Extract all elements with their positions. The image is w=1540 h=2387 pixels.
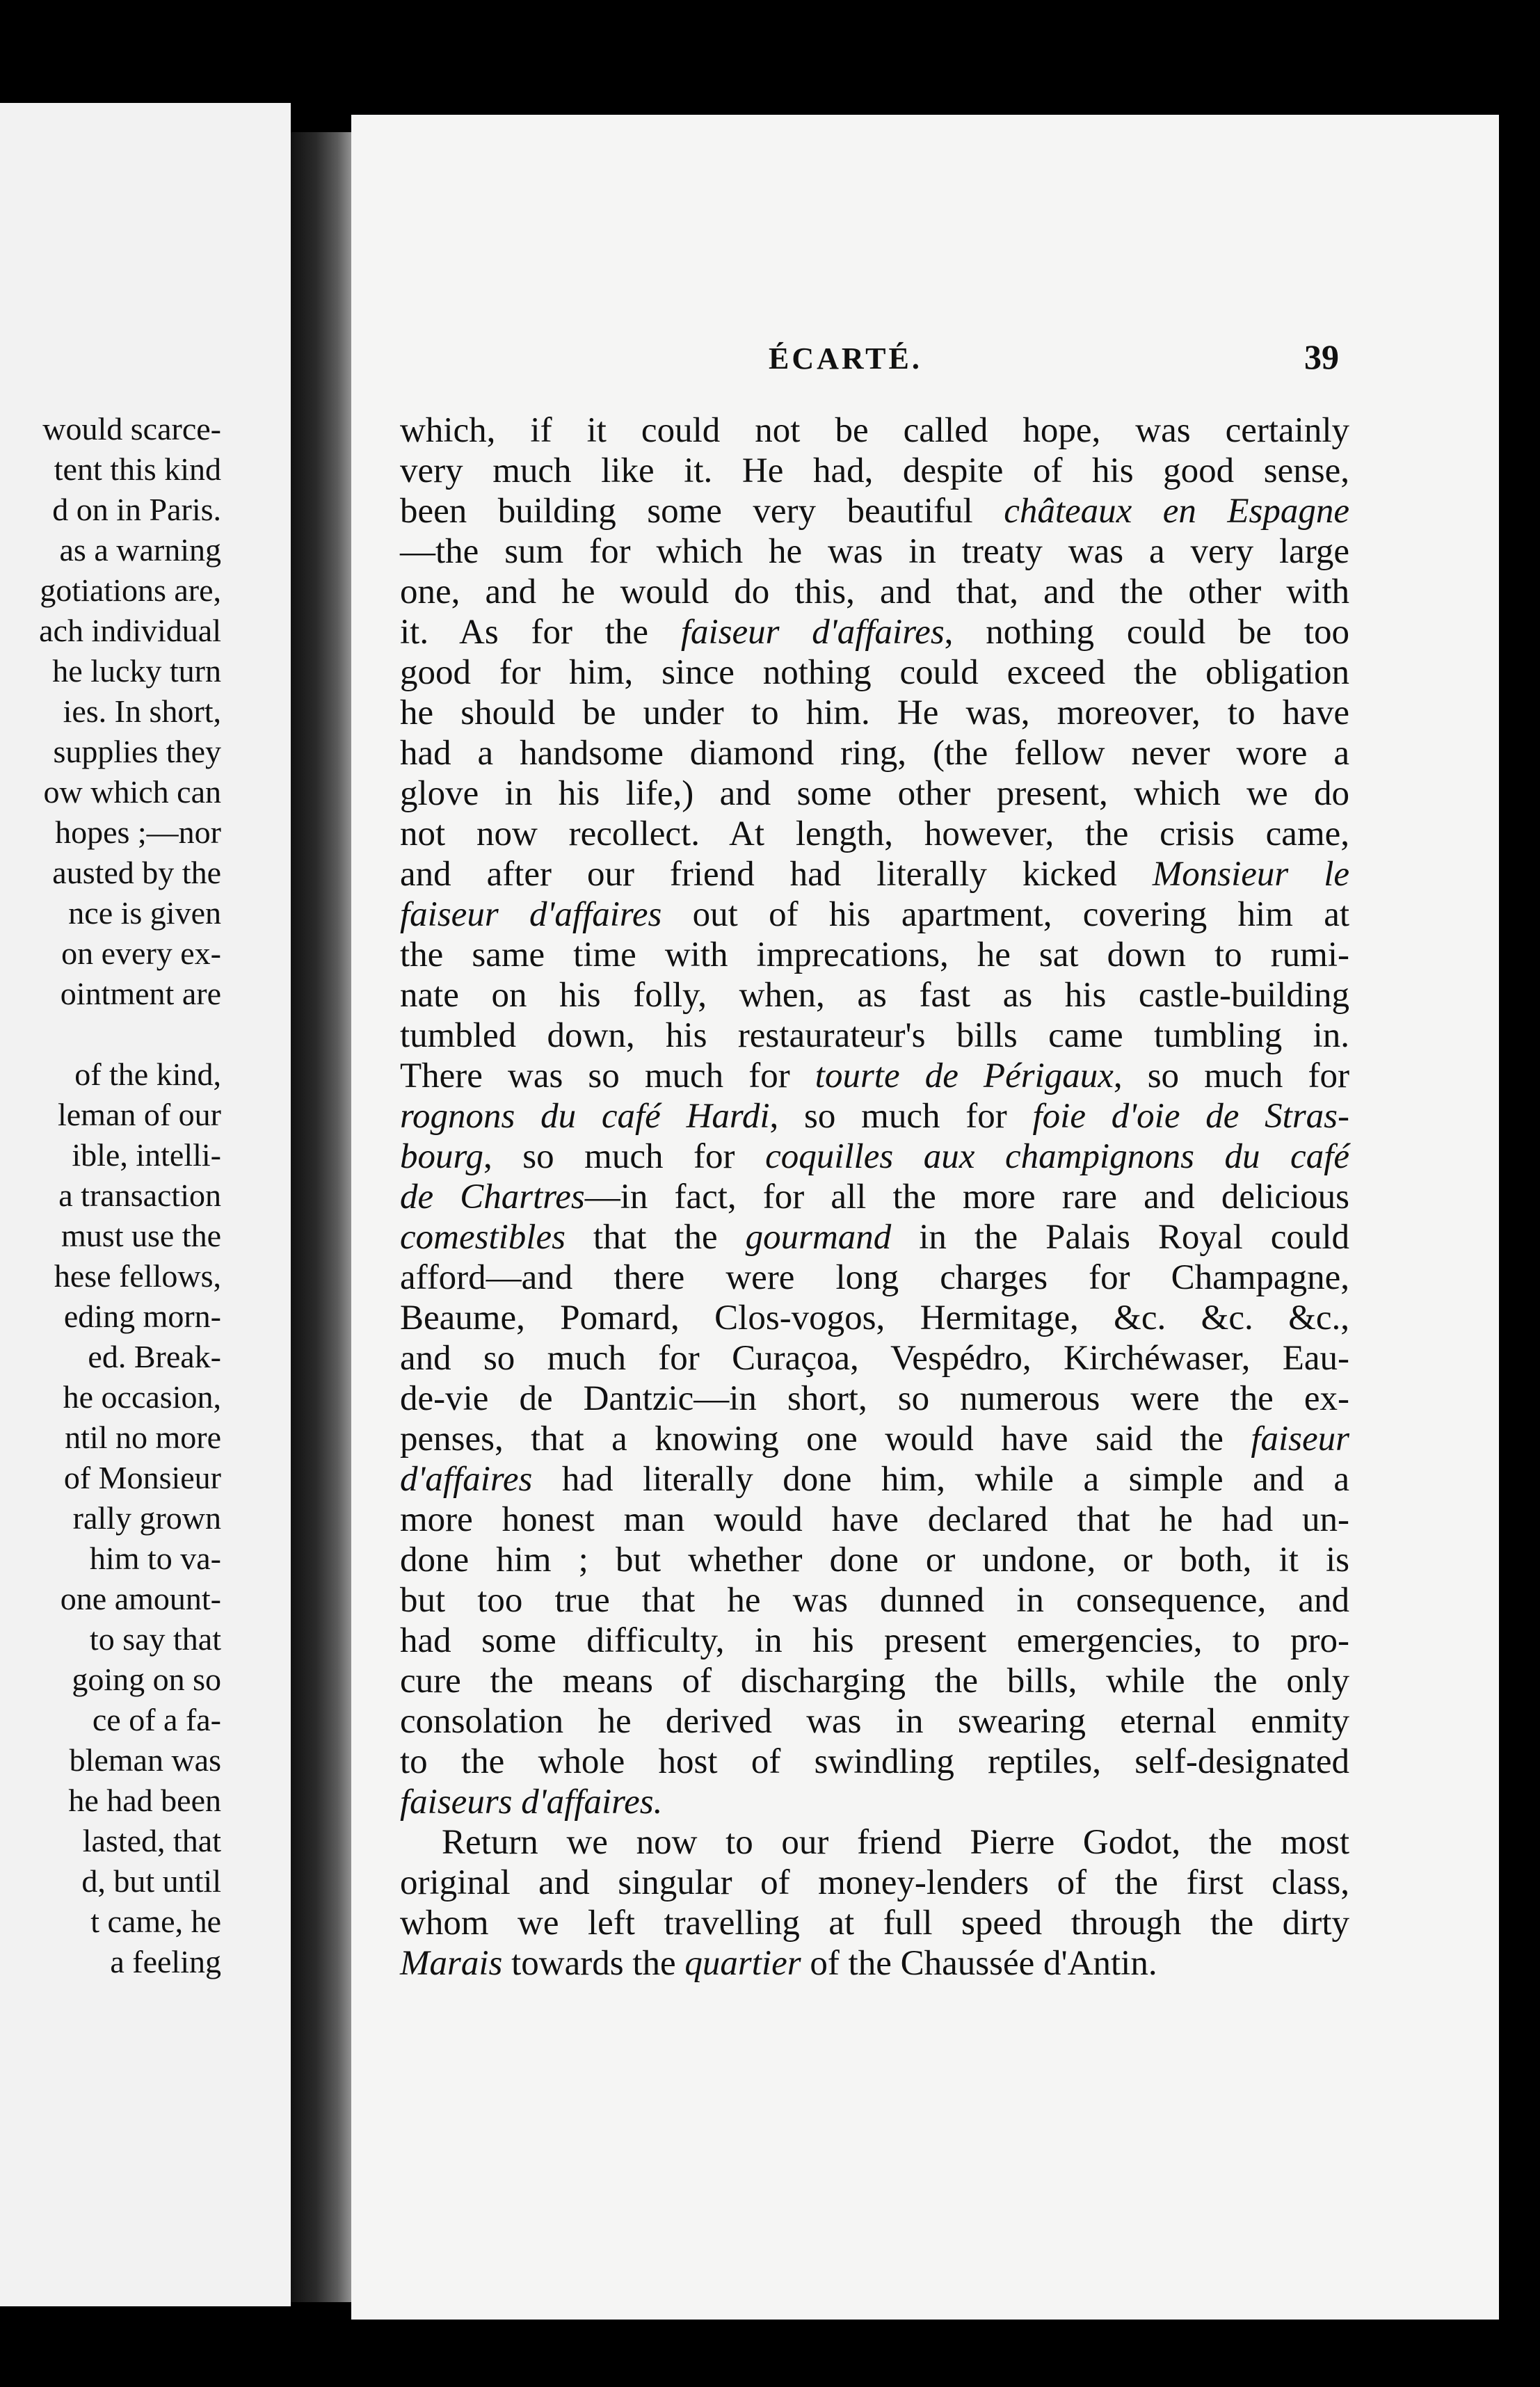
- left-page-line: ach individual: [39, 613, 221, 648]
- text-run: but too true that he was dunned in consequence, and: [400, 1581, 1349, 1620]
- text-line: [400, 1015, 1349, 1056]
- italic-phrase: d'affaires: [400, 1460, 533, 1499]
- left-page-line: bleman was: [69, 1742, 221, 1778]
- left-page-line: austed by the: [52, 855, 221, 890]
- text-line: [400, 1217, 1349, 1257]
- text-line: [400, 1379, 1349, 1419]
- left-page-line: ible, intelli-: [72, 1137, 221, 1173]
- text-run: , so much for: [483, 1137, 766, 1176]
- text-run: had literally done him, while a simple and a: [532, 1460, 1349, 1499]
- text-line: [400, 491, 1349, 531]
- left-page-line: must use the: [61, 1218, 221, 1253]
- text-run: , so much for: [769, 1097, 1033, 1136]
- left-page-line: going on so: [72, 1662, 221, 1697]
- text-run: one, and he would do this, and that, and the other with: [400, 572, 1349, 611]
- text-run: afford—and there were long charges for Champagne,: [400, 1258, 1349, 1297]
- left-page-line: he lucky turn: [52, 653, 221, 689]
- left-page-line: a feeling: [110, 1944, 221, 1979]
- running-head: [351, 337, 1339, 389]
- text-line: [400, 1621, 1349, 1661]
- text-line: [400, 1580, 1349, 1621]
- text-line: [400, 935, 1349, 975]
- left-page-line: nce is given: [68, 895, 221, 931]
- left-page-line: leman of our: [57, 1097, 221, 1132]
- left-page-line: he had been: [68, 1783, 221, 1818]
- text-run: it. As for the: [400, 613, 681, 652]
- text-run: cure the means of discharging the bills, while the only: [400, 1662, 1349, 1701]
- text-run: and after our friend had literally kicked: [400, 855, 1153, 894]
- text-run: consolation he derived was in swearing eternal enmity: [400, 1702, 1349, 1741]
- italic-phrase: de Chartres: [400, 1178, 585, 1216]
- text-run: in the Palais Royal could: [891, 1218, 1349, 1257]
- text-run: original and singular of money-lenders of the first class,: [400, 1863, 1349, 1902]
- italic-phrase: coquilles aux champignons du café: [765, 1137, 1349, 1176]
- text-run: de-vie de Dantzic—in short, so numerous were the ex-: [400, 1379, 1349, 1418]
- text-run: There was so much for: [400, 1056, 815, 1095]
- left-page-line: of Monsieur: [63, 1460, 221, 1495]
- page-number: 39: [1304, 337, 1339, 376]
- left-page-line: ow which can: [43, 774, 221, 810]
- text-run: very much like it. He had, despite of his good sense,: [400, 451, 1349, 490]
- text-run: to the whole host of swindling reptiles, self-designated: [400, 1742, 1349, 1781]
- left-page-line: ies. In short,: [63, 693, 221, 729]
- left-page-line: hese fellows,: [54, 1258, 221, 1294]
- right-page: [351, 115, 1499, 2320]
- italic-phrase: faiseurs d'affaires.: [400, 1783, 663, 1822]
- text-run: glove in his life,) and some other present, which we do: [400, 774, 1349, 813]
- left-page-line: gotiations are,: [40, 572, 221, 608]
- text-run: penses, that a knowing one would have said the: [400, 1420, 1251, 1458]
- text-run: towards the: [502, 1944, 685, 1983]
- text-line: [400, 1701, 1349, 1742]
- italic-phrase: Monsieur le: [1152, 855, 1350, 894]
- text-line: [400, 773, 1349, 814]
- text-line: [400, 1136, 1349, 1177]
- left-page-line: hopes ;—nor: [55, 814, 221, 850]
- text-line: [400, 410, 1349, 451]
- left-page-line: supplies they: [53, 734, 221, 769]
- running-title: ÉCARTÉ.: [769, 341, 922, 376]
- text-line: [400, 1863, 1349, 1903]
- text-run: more honest man would have declared that he had un-: [400, 1500, 1349, 1539]
- body-text: [400, 410, 1349, 1984]
- text-run: Return we now to our friend Pierre Godot, the most: [442, 1823, 1349, 1862]
- text-line: [400, 1661, 1349, 1701]
- text-line: [400, 1177, 1349, 1217]
- text-line: [400, 814, 1349, 854]
- left-page-line: ntil no more: [65, 1420, 221, 1455]
- left-page-line: a transaction: [58, 1178, 221, 1213]
- text-line: [400, 894, 1349, 935]
- text-run: Beaume, Pomard, Clos-vogos, Hermitage, &c. &c. &c.,: [400, 1299, 1349, 1337]
- text-line: [400, 1822, 1349, 1863]
- italic-phrase: rognons du café Hardi: [400, 1097, 770, 1136]
- left-facing-page: [0, 103, 291, 2306]
- left-page-line: would scarce-: [42, 411, 221, 447]
- text-run: been building some very beautiful: [400, 492, 1004, 531]
- left-page-line: him to va-: [89, 1541, 221, 1576]
- italic-phrase: faiseur d'affaires: [680, 613, 945, 652]
- text-run: , nothing could be too: [944, 613, 1349, 652]
- left-page-line: to say that: [89, 1621, 221, 1657]
- italic-phrase: gourmand: [745, 1218, 892, 1257]
- paragraph: [400, 1822, 1349, 1984]
- book-gutter-shadow: [291, 132, 353, 2302]
- text-run: had some difficulty, in his present emergencies, to pro-: [400, 1621, 1349, 1660]
- left-page-line: ce of a fa-: [92, 1702, 221, 1737]
- text-run: had a handsome diamond ring, (the fellow never wore a: [400, 734, 1349, 773]
- left-page-line: tent this kind: [54, 451, 221, 487]
- text-run: out of his apartment, covering him at: [661, 895, 1350, 934]
- text-line: [400, 1419, 1349, 1459]
- italic-phrase: faiseur d'affaires: [400, 895, 662, 934]
- text-run: the same time with imprecations, he sat down to rumi-: [400, 935, 1349, 974]
- text-run: done him ; but whether done or undone, or both, it is: [400, 1541, 1349, 1580]
- italic-phrase: foie d'oie de Stras-: [1032, 1097, 1350, 1136]
- left-page-line: rally grown: [72, 1500, 221, 1536]
- text-run: he should be under to him. He was, moreover, to have: [400, 693, 1349, 732]
- text-run: of the Chaussée d'Antin.: [801, 1944, 1157, 1983]
- left-page-line: ointment are: [60, 976, 221, 1011]
- text-line: [400, 854, 1349, 894]
- text-line: [400, 1056, 1349, 1096]
- italic-phrase: Marais: [400, 1944, 503, 1983]
- left-page-line: t came, he: [90, 1904, 221, 1939]
- text-run: which, if it could not be called hope, was certainly: [400, 411, 1349, 450]
- text-run: tumbled down, his restaurateur's bills came tumbling in.: [400, 1016, 1349, 1055]
- text-line: [400, 572, 1349, 612]
- text-run: —in fact, for all the more rare and delicious: [584, 1178, 1349, 1216]
- left-page-line: eding morn-: [63, 1299, 221, 1334]
- italic-phrase: bourg: [400, 1137, 483, 1176]
- text-line: [400, 1903, 1349, 1943]
- italic-phrase: tourte de Périgaux: [815, 1056, 1114, 1095]
- text-line: [400, 1943, 1349, 1984]
- text-run: , so much for: [1113, 1056, 1349, 1095]
- italic-phrase: quartier: [684, 1944, 801, 1983]
- left-page-line: as a warning: [59, 532, 221, 568]
- text-line: [400, 1298, 1349, 1338]
- text-line: [400, 1782, 1349, 1822]
- left-page-line: of the kind,: [74, 1056, 221, 1092]
- text-line: [400, 1338, 1349, 1379]
- text-run: good for him, since nothing could exceed the obligation: [400, 653, 1349, 692]
- italic-phrase: faiseur: [1251, 1420, 1349, 1458]
- text-run: not now recollect. At length, however, the crisis came,: [400, 814, 1349, 853]
- text-run: —the sum for which he was in treaty was a very large: [400, 532, 1349, 571]
- text-line: [400, 1742, 1349, 1782]
- text-line: [400, 975, 1349, 1015]
- left-page-line: d on in Paris.: [52, 492, 221, 527]
- left-page-line: lasted, that: [82, 1823, 221, 1858]
- text-line: [400, 1500, 1349, 1540]
- text-line: [400, 1257, 1349, 1298]
- italic-phrase: comestibles: [400, 1218, 566, 1257]
- paragraph: [400, 410, 1349, 1822]
- left-page-line: d, but until: [81, 1863, 221, 1899]
- italic-phrase: châteaux en Espagne: [1004, 492, 1349, 531]
- left-page-line: on every ex-: [61, 935, 221, 971]
- left-page-line: he occasion,: [63, 1379, 221, 1415]
- text-line: [400, 1459, 1349, 1500]
- text-run: nate on his folly, when, as fast as his castle-building: [400, 976, 1349, 1015]
- left-page-line: one amount-: [60, 1581, 221, 1616]
- text-line: [400, 451, 1349, 491]
- text-line: [400, 612, 1349, 652]
- text-run: that the: [565, 1218, 746, 1257]
- text-line: [400, 733, 1349, 773]
- text-line: [400, 1096, 1349, 1136]
- text-run: and so much for Curaçoa, Vespédro, Kirchéwaser, Eau-: [400, 1339, 1349, 1378]
- left-page-line: ed. Break-: [88, 1339, 221, 1374]
- text-line: [400, 1540, 1349, 1580]
- text-run: whom we left travelling at full speed through the dirty: [400, 1904, 1349, 1943]
- text-line: [400, 652, 1349, 693]
- text-line: [400, 531, 1349, 572]
- text-line: [400, 693, 1349, 733]
